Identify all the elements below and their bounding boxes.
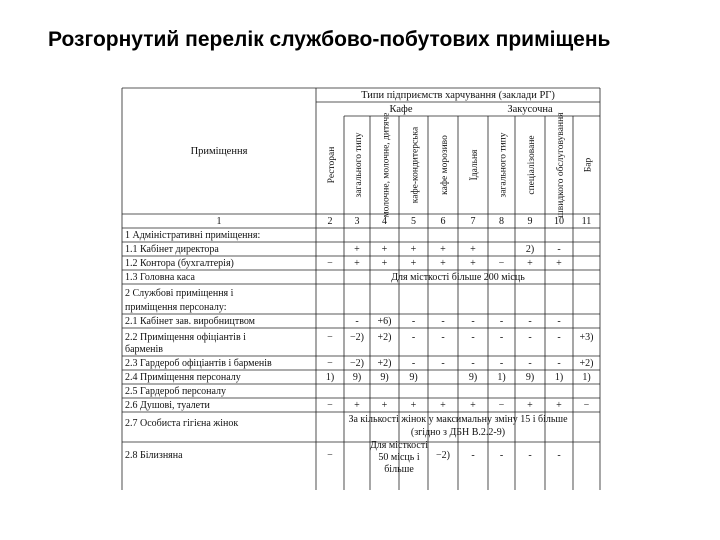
table-cell: +2): [377, 332, 392, 343]
column-number: 4: [382, 216, 387, 227]
table-cell: −: [327, 358, 333, 369]
table-cell: 1): [325, 372, 335, 383]
table-cell: +: [354, 244, 360, 255]
header-group-snack: Закусочна: [507, 104, 553, 115]
table-cell: -: [471, 316, 475, 327]
row-label: 1.1 Кабінет директора: [125, 244, 219, 255]
table-cell: −2): [350, 358, 364, 369]
table-cell: -: [528, 316, 532, 327]
table-cell: 1): [497, 372, 506, 383]
table-cell: Для місткості: [369, 440, 429, 451]
table-cell: -: [471, 332, 475, 343]
table-cell: 1): [582, 372, 591, 383]
table-cell: +: [410, 400, 417, 411]
row-label: приміщення персоналу:: [125, 302, 227, 313]
column-number: 7: [470, 216, 476, 227]
table-cell: більше: [384, 464, 414, 475]
table-cell: 2): [525, 244, 535, 255]
column-number: 1: [216, 216, 222, 227]
table-row: [125, 332, 593, 343]
table-row: [125, 344, 163, 355]
column-header: Бар: [583, 157, 594, 173]
table-row: [125, 440, 561, 475]
row-label: 2 Службові приміщення і: [125, 288, 234, 299]
table-cell: +: [381, 258, 388, 269]
table-cell: -: [528, 332, 532, 343]
row-label: 2.5 Гардероб персоналу: [125, 386, 227, 397]
table-cell: 9): [352, 372, 362, 383]
table-cell: -: [528, 450, 532, 461]
column-headers: [327, 112, 594, 218]
table-row: [125, 288, 234, 299]
table-cell: -: [441, 358, 445, 369]
table-cell: +: [470, 258, 476, 269]
row-label: 2.8 Білизняна: [125, 450, 183, 461]
table-cell: -: [441, 332, 445, 343]
page-title: Розгорнутий перелік службово-побутових приміщень: [48, 28, 611, 51]
table-cell: -: [499, 332, 504, 343]
column-header: спеціалізоване: [527, 135, 537, 195]
table-row: [125, 272, 525, 283]
table-cell: +: [410, 258, 417, 269]
table-row: [125, 386, 226, 397]
column-number: 11: [581, 216, 592, 227]
table-cell: +: [470, 400, 476, 411]
table-cell: −: [498, 258, 505, 269]
table-cell: +3): [579, 332, 594, 343]
column-header: Ресторан: [327, 146, 337, 184]
table-row: [125, 414, 568, 438]
column-number: 10: [554, 216, 564, 227]
table-cell: +: [440, 244, 446, 255]
table-row: [125, 400, 590, 411]
table-cell: +: [410, 244, 417, 255]
table-cell: +: [354, 400, 360, 411]
table-cell: +: [354, 258, 360, 269]
table-cell: −: [498, 400, 505, 411]
table-row: [125, 244, 561, 255]
table-cell: 9): [380, 372, 389, 383]
table-cell: -: [471, 358, 475, 369]
row-label: 2.2 Приміщення офіціантів і: [125, 332, 246, 343]
table-cell: 9): [525, 372, 535, 383]
table-row: [125, 316, 561, 327]
table-cell: +: [381, 400, 388, 411]
row-label: 2.4 Приміщення персоналу: [125, 372, 241, 383]
table-row: [125, 258, 562, 269]
table-cell: -: [557, 358, 561, 369]
table-cell: +2): [377, 358, 392, 369]
table-cell: −: [327, 258, 333, 269]
table-cell: −2): [436, 450, 450, 461]
table-cell: +: [381, 244, 388, 255]
table-cell: -: [441, 316, 445, 327]
table-cell: -: [411, 316, 416, 327]
column-numbers: [217, 216, 592, 227]
table-cell: +: [556, 258, 562, 269]
table-cell: -: [557, 450, 561, 461]
table-cell: -: [499, 316, 504, 327]
row-span-text: (згідно з ДБН В.2.2-9): [410, 427, 506, 438]
table-cell: +: [527, 400, 533, 411]
column-number: 8: [499, 216, 504, 227]
table-cell: -: [471, 450, 475, 461]
column-number: 5: [411, 216, 416, 227]
row-label: 2.3 Гардероб офіціантів і барменів: [125, 358, 272, 369]
row-label: 1 Адміністративні приміщення:: [125, 230, 261, 241]
table-cell: -: [528, 358, 532, 369]
row-label: 2.1 Кабінет зав. виробництвом: [125, 316, 255, 327]
table-cell: −: [327, 400, 333, 411]
column-header: Їдальня: [470, 149, 480, 181]
header-room-col: Приміщення: [190, 146, 248, 157]
table-cell: -: [411, 332, 416, 343]
table-row: [125, 302, 227, 313]
row-label: 2.7 Особиста гігієна жінок: [125, 418, 239, 429]
row-span-text: За кількості жінок у максимальну зміну 15 і більше: [348, 414, 568, 425]
table-cell: -: [557, 316, 561, 327]
row-span-text: Для місткості більше 200 місць: [391, 272, 525, 283]
table-cell: 50 місць і: [378, 452, 420, 463]
row-label: 1.2 Контора (бухгалтерія): [125, 258, 234, 269]
column-header: швидкого обслуговування: [556, 112, 566, 218]
row-label: 1.3 Головна каса: [125, 272, 195, 283]
table-cell: 1): [554, 372, 564, 383]
table-cell: +: [556, 400, 562, 411]
column-header: кафе морозиво: [440, 135, 450, 195]
table-body: [125, 230, 593, 475]
table-cell: +6): [377, 316, 392, 327]
table-row: [125, 230, 260, 241]
row-label: барменів: [125, 344, 163, 355]
table-cell: -: [355, 316, 359, 327]
column-header: загального типу: [354, 132, 364, 198]
table-cell: -: [411, 358, 416, 369]
header-group-cafe: Кафе: [389, 104, 413, 115]
table-cell: +: [527, 258, 533, 269]
row-label: 2.6 Душові, туалети: [125, 400, 210, 411]
column-number: 9: [527, 216, 533, 227]
column-number: 3: [354, 216, 360, 227]
table-cell: +: [470, 244, 476, 255]
column-number: 6: [440, 216, 446, 227]
table-row: [125, 358, 593, 369]
table-cell: +: [440, 258, 446, 269]
column-number: 2: [327, 216, 333, 227]
table-row: [125, 372, 591, 383]
table-cell: −: [583, 400, 590, 411]
table-cell: 9): [409, 372, 418, 383]
table-cell: −2): [350, 332, 364, 343]
table-cell: +2): [579, 358, 594, 369]
table-cell: +: [440, 400, 446, 411]
table-cell: -: [499, 358, 504, 369]
table-cell: −: [327, 450, 333, 461]
table-cell: −: [327, 332, 333, 343]
column-header: кафе-кондитерська: [410, 126, 421, 204]
column-header: загального типу: [498, 132, 509, 198]
header-top-label: Типи підприємств харчування (заклади РГ): [361, 90, 555, 101]
table-cell: 9): [468, 372, 478, 383]
table-cell: -: [557, 244, 561, 255]
table-cell: -: [557, 332, 561, 343]
table-cell: -: [499, 450, 504, 461]
column-header: молочне, молочне, дитяче: [381, 112, 392, 218]
